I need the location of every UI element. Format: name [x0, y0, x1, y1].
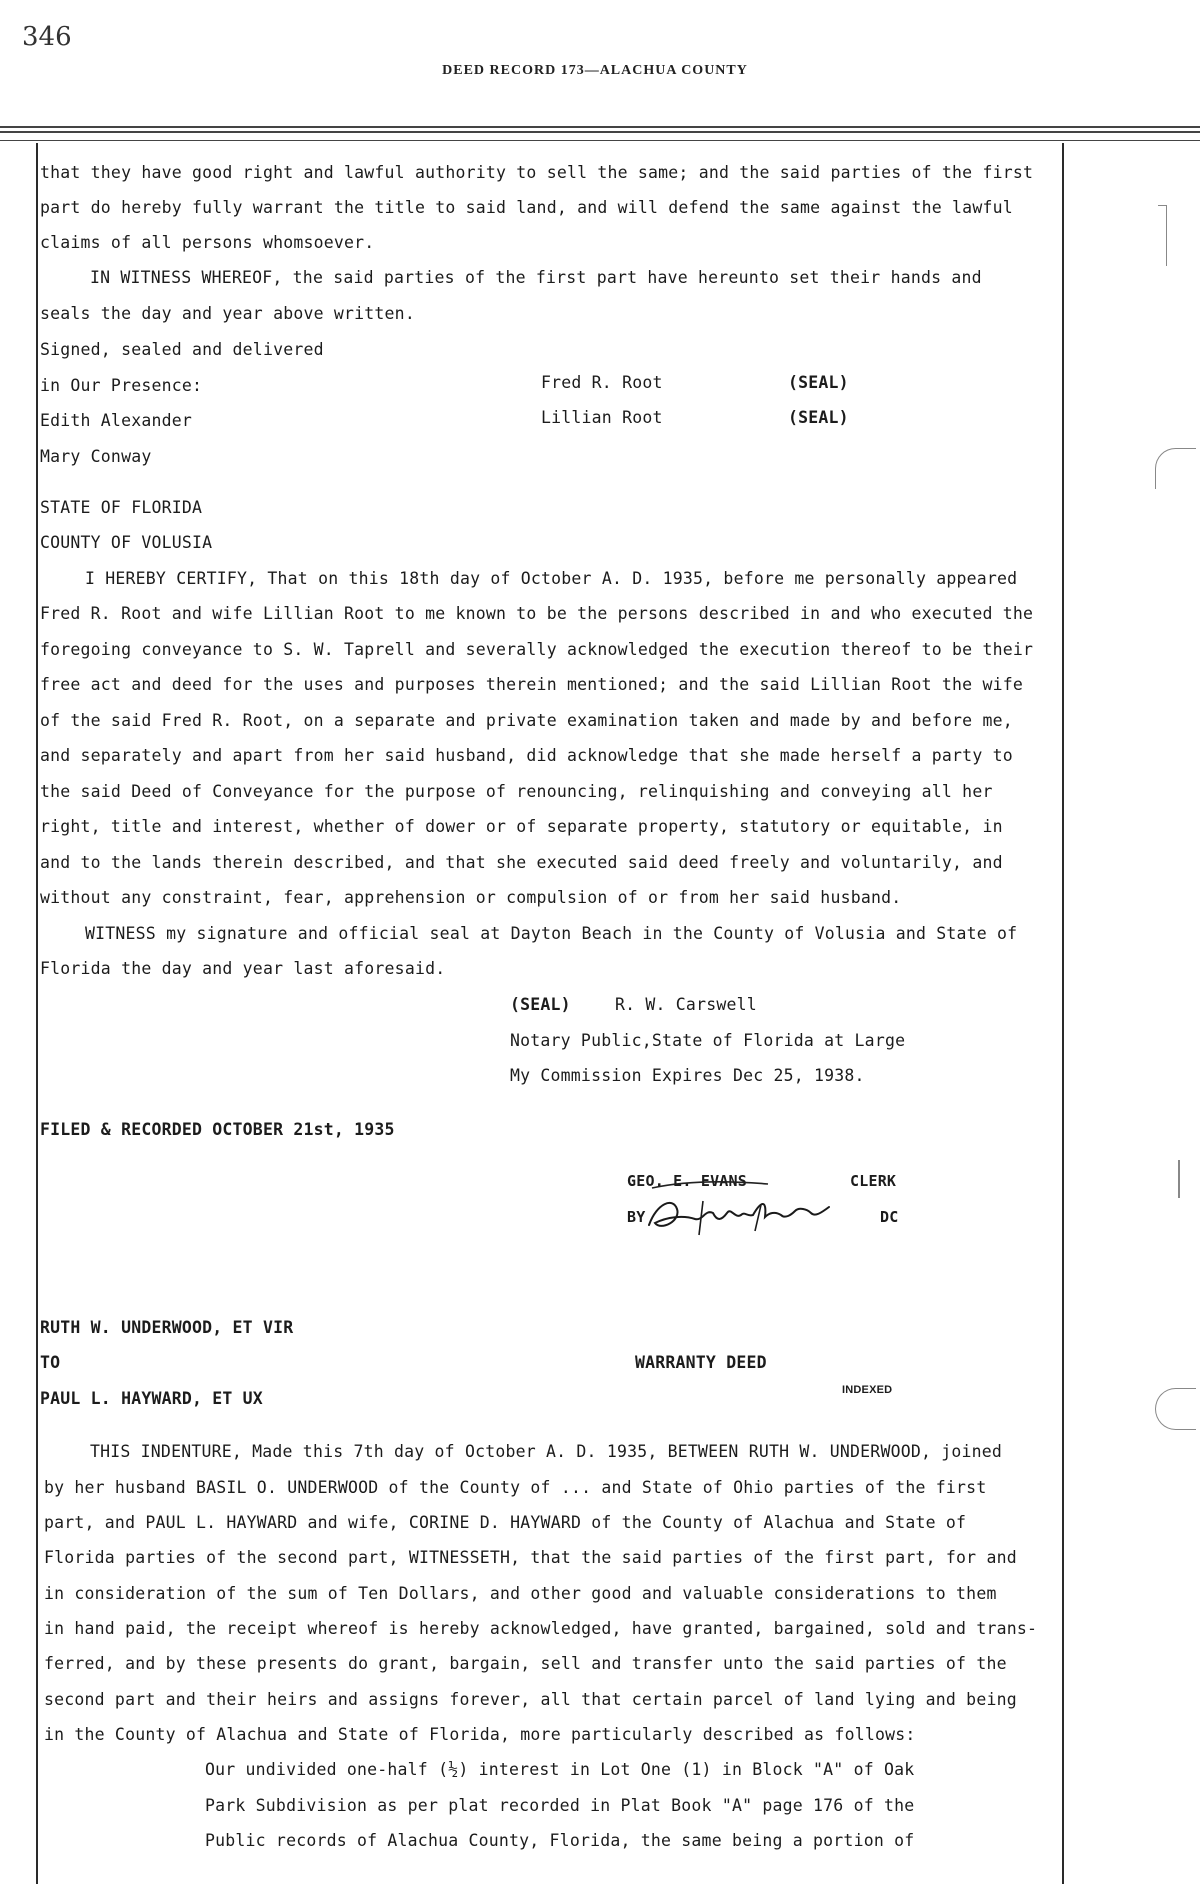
right-margin-line [1062, 143, 1064, 1884]
text-line: that they have good right and lawful authority to sell the same; and the said parties of the first [40, 163, 1034, 182]
seal-label: (SEAL) [510, 995, 571, 1014]
text-line: Edith Alexander [40, 411, 193, 430]
text-line: foregoing conveyance to S. W. Taprell and severally acknowledged the execution thereof to be their [40, 640, 1034, 659]
page-number: 346 [22, 22, 72, 52]
text-line: Public records of Alachua County, Florida, the same being a portion of [205, 1831, 915, 1850]
text-line: IN WITNESS WHEREOF, the said parties of the first part have hereunto set their hands and [90, 268, 982, 287]
text-line: in Our Presence: [40, 376, 203, 395]
by-label: BY [627, 1208, 646, 1226]
text-line: I HEREBY CERTIFY, That on this 18th day of October A. D. 1935, before me personally appeared [85, 569, 1018, 588]
text-line: right, title and interest, whether of dower or of separate property, statutory or equitable, in [40, 817, 1003, 836]
text-line: THIS INDENTURE, Made this 7th day of October A. D. 1935, BETWEEN RUTH W. UNDERWOOD, joined [90, 1442, 1003, 1461]
text-line: Signed, sealed and delivered [40, 340, 324, 359]
top-rule [0, 131, 1200, 133]
text-line: claims of all persons whomsoever. [40, 233, 375, 252]
text-line: seals the day and year above written. [40, 304, 415, 323]
top-rule [0, 140, 1200, 141]
seal-label: (SEAL) [788, 408, 849, 427]
text-line: WITNESS my signature and official seal at Dayton Beach in the County of Volusia and State of [85, 924, 1018, 943]
text-line: part do hereby fully warrant the title to said land, and will defend the same against the lawful [40, 198, 1013, 217]
notary-title: Notary Public,State of Florida at Large [510, 1031, 906, 1050]
text-line: of the said Fred R. Root, on a separate and private examination taken and made by and before me, [40, 711, 1013, 730]
text-line: ferred, and by these presents do grant, bargain, sell and transfer unto the said parties of the [44, 1654, 1007, 1673]
text-line: COUNTY OF VOLUSIA [40, 533, 213, 552]
text-line: second part and their heirs and assigns forever, all that certain parcel of land lying and being [44, 1690, 1017, 1709]
binder-mark [1158, 205, 1167, 266]
text-line: STATE OF FLORIDA [40, 498, 203, 517]
left-margin-line [36, 143, 38, 1884]
top-rule [0, 126, 1200, 128]
to-label: TO [40, 1353, 61, 1372]
page-title: DEED RECORD 173—ALACHUA COUNTY [442, 63, 748, 78]
text-line: Florida the day and year last aforesaid. [40, 959, 446, 978]
text-line: free act and deed for the uses and purposes therein mentioned; and the said Lillian Root the wife [40, 675, 1023, 694]
text-line: Fred R. Root and wife Lillian Root to me known to be the persons described in and who executed the [40, 604, 1034, 623]
seal-label: (SEAL) [788, 373, 849, 392]
signature-name: Lillian Root [541, 408, 663, 427]
binder-mark [1155, 448, 1196, 489]
handwritten-signature [643, 1191, 833, 1239]
text-line: in consideration of the sum of Ten Dollars, and other good and valuable considerations to them [44, 1584, 997, 1603]
grantee-heading: PAUL L. HAYWARD, ET UX [40, 1389, 263, 1408]
notary-commission: My Commission Expires Dec 25, 1938. [510, 1066, 865, 1085]
text-line: in the County of Alachua and State of Florida, more particularly described as follows: [44, 1725, 916, 1744]
binder-mark [1178, 1160, 1180, 1198]
text-line: by her husband BASIL O. UNDERWOOD of the County of ... and State of Ohio parties of the first [44, 1478, 987, 1497]
clerk-name: GEO. E. EVANS [627, 1172, 747, 1190]
dc-label: DC [880, 1208, 899, 1226]
text-line: Our undivided one-half (½) interest in Lot One (1) in Block "A" of Oak [205, 1760, 915, 1779]
text-line: Mary Conway [40, 447, 152, 466]
signature-name: Fred R. Root [541, 373, 663, 392]
grantor-heading: RUTH W. UNDERWOOD, ET VIR [40, 1318, 294, 1337]
notary-name: R. W. Carswell [615, 995, 757, 1014]
filed-recorded: FILED & RECORDED OCTOBER 21st, 1935 [40, 1120, 395, 1139]
indexed-stamp: INDEXED [842, 1384, 893, 1396]
binder-mark [1155, 1388, 1196, 1430]
clerk-label: CLERK [850, 1172, 897, 1190]
strike-mark [650, 1178, 770, 1192]
text-line: and separately and apart from her said husband, did acknowledge that she made herself a party to [40, 746, 1013, 765]
text-line: in hand paid, the receipt whereof is hereby acknowledged, have granted, bargained, sold and trans- [44, 1619, 1038, 1638]
text-line: and to the lands therein described, and that she executed said deed freely and voluntarily, and [40, 853, 1003, 872]
text-line: Park Subdivision as per plat recorded in Plat Book "A" page 176 of the [205, 1796, 915, 1815]
text-line: the said Deed of Conveyance for the purpose of renouncing, relinquishing and conveying all her [40, 782, 993, 801]
text-line: Florida parties of the second part, WITNESSETH, that the said parties of the first part, for and [44, 1548, 1017, 1567]
text-line: without any constraint, fear, apprehension or compulsion of or from her said husband. [40, 888, 902, 907]
deed-type: WARRANTY DEED [635, 1353, 767, 1372]
text-line: part, and PAUL L. HAYWARD and wife, CORINE D. HAYWARD of the County of Alachua and State of [44, 1513, 967, 1532]
